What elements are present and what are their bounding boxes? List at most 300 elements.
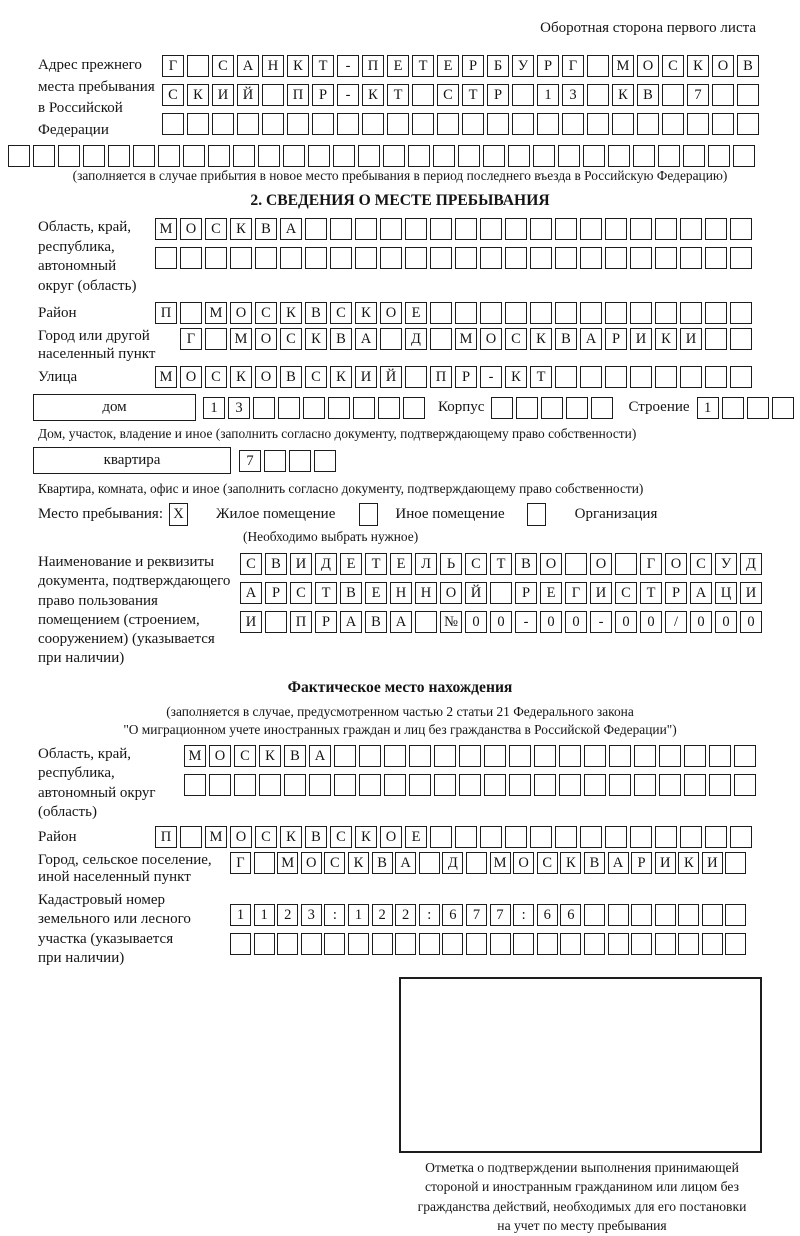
char-cell[interactable]: [430, 826, 452, 848]
char-cell[interactable]: А: [280, 218, 302, 240]
char-cell[interactable]: О: [440, 582, 462, 604]
char-cell[interactable]: [722, 397, 744, 419]
char-cell[interactable]: [442, 933, 463, 955]
char-cell[interactable]: [730, 328, 752, 350]
char-cell[interactable]: [480, 302, 502, 324]
char-cell[interactable]: К: [560, 852, 581, 874]
char-cell[interactable]: [455, 826, 477, 848]
char-cell[interactable]: 7: [239, 450, 261, 472]
char-cell[interactable]: [587, 84, 609, 106]
char-cell[interactable]: 0: [565, 611, 587, 633]
char-cell[interactable]: [687, 113, 709, 135]
char-cell[interactable]: [180, 302, 202, 324]
char-cell[interactable]: [430, 302, 452, 324]
char-cell[interactable]: :: [513, 904, 534, 926]
char-cell[interactable]: [348, 933, 369, 955]
char-cell[interactable]: [730, 302, 752, 324]
char-cell[interactable]: [312, 113, 334, 135]
char-cell[interactable]: [709, 745, 731, 767]
char-cell[interactable]: [555, 826, 577, 848]
char-cell[interactable]: [605, 826, 627, 848]
char-cell[interactable]: Т: [412, 55, 434, 77]
char-cell[interactable]: 3: [301, 904, 322, 926]
char-cell[interactable]: И: [212, 84, 234, 106]
char-cell[interactable]: С: [324, 852, 345, 874]
char-cell[interactable]: С: [465, 553, 487, 575]
char-cell[interactable]: [634, 774, 656, 796]
char-cell[interactable]: 1: [537, 84, 559, 106]
char-cell[interactable]: /: [665, 611, 687, 633]
char-cell[interactable]: [133, 145, 155, 167]
char-cell[interactable]: С: [280, 328, 302, 350]
char-cell[interactable]: У: [512, 55, 534, 77]
char-cell[interactable]: [737, 113, 759, 135]
char-cell[interactable]: [730, 826, 752, 848]
char-cell[interactable]: Г: [180, 328, 202, 350]
char-cell[interactable]: И: [680, 328, 702, 350]
char-cell[interactable]: П: [430, 366, 452, 388]
char-cell[interactable]: О: [255, 366, 277, 388]
char-cell[interactable]: [280, 247, 302, 269]
char-cell[interactable]: [483, 145, 505, 167]
char-cell[interactable]: О: [180, 218, 202, 240]
char-cell[interactable]: [255, 247, 277, 269]
char-cell[interactable]: [662, 113, 684, 135]
char-cell[interactable]: [262, 84, 284, 106]
char-cell[interactable]: [484, 774, 506, 796]
char-cell[interactable]: [591, 397, 613, 419]
char-cell[interactable]: [459, 774, 481, 796]
char-cell[interactable]: [419, 933, 440, 955]
char-cell[interactable]: Н: [415, 582, 437, 604]
char-cell[interactable]: 6: [560, 904, 581, 926]
char-cell[interactable]: [584, 774, 606, 796]
char-cell[interactable]: [353, 397, 375, 419]
char-cell[interactable]: [608, 904, 629, 926]
char-cell[interactable]: [155, 247, 177, 269]
char-cell[interactable]: [455, 247, 477, 269]
char-cell[interactable]: [737, 84, 759, 106]
char-cell[interactable]: 1: [348, 904, 369, 926]
char-cell[interactable]: [183, 145, 205, 167]
char-cell[interactable]: [180, 247, 202, 269]
char-cell[interactable]: Е: [365, 582, 387, 604]
char-cell[interactable]: Е: [405, 302, 427, 324]
char-cell[interactable]: -: [337, 55, 359, 77]
char-cell[interactable]: Д: [315, 553, 337, 575]
char-cell[interactable]: [505, 247, 527, 269]
char-cell[interactable]: [559, 774, 581, 796]
char-cell[interactable]: С: [615, 582, 637, 604]
char-cell[interactable]: [254, 852, 275, 874]
char-cell[interactable]: Д: [740, 553, 762, 575]
char-cell[interactable]: [712, 84, 734, 106]
char-cell[interactable]: С: [162, 84, 184, 106]
char-cell[interactable]: [208, 145, 230, 167]
char-cell[interactable]: М: [612, 55, 634, 77]
char-cell[interactable]: [58, 145, 80, 167]
char-cell[interactable]: Т: [530, 366, 552, 388]
char-cell[interactable]: И: [290, 553, 312, 575]
char-cell[interactable]: [403, 397, 425, 419]
char-cell[interactable]: [180, 826, 202, 848]
char-cell[interactable]: [584, 904, 605, 926]
char-cell[interactable]: В: [255, 218, 277, 240]
char-cell[interactable]: [405, 218, 427, 240]
char-cell[interactable]: Г: [640, 553, 662, 575]
char-cell[interactable]: [705, 247, 727, 269]
char-cell[interactable]: [605, 302, 627, 324]
char-cell[interactable]: М: [455, 328, 477, 350]
char-cell[interactable]: [434, 745, 456, 767]
char-cell[interactable]: С: [290, 582, 312, 604]
char-cell[interactable]: Н: [390, 582, 412, 604]
char-cell[interactable]: [187, 113, 209, 135]
char-cell[interactable]: 1: [254, 904, 275, 926]
char-cell[interactable]: К: [305, 328, 327, 350]
char-cell[interactable]: [289, 450, 311, 472]
char-cell[interactable]: [324, 933, 345, 955]
char-cell[interactable]: [565, 553, 587, 575]
char-cell[interactable]: [584, 933, 605, 955]
char-cell[interactable]: [305, 247, 327, 269]
char-cell[interactable]: [337, 113, 359, 135]
char-cell[interactable]: Т: [387, 84, 409, 106]
char-cell[interactable]: [262, 113, 284, 135]
char-cell[interactable]: [560, 933, 581, 955]
char-cell[interactable]: [655, 933, 676, 955]
char-cell[interactable]: -: [480, 366, 502, 388]
char-cell[interactable]: Р: [631, 852, 652, 874]
char-cell[interactable]: [680, 366, 702, 388]
char-cell[interactable]: [712, 113, 734, 135]
char-cell[interactable]: К: [230, 366, 252, 388]
char-cell[interactable]: [395, 933, 416, 955]
char-cell[interactable]: М: [277, 852, 298, 874]
char-cell[interactable]: К: [355, 302, 377, 324]
char-cell[interactable]: [230, 933, 251, 955]
char-cell[interactable]: [605, 366, 627, 388]
char-cell[interactable]: [259, 774, 281, 796]
char-cell[interactable]: 1: [203, 397, 225, 419]
char-cell[interactable]: [328, 397, 350, 419]
char-cell[interactable]: [459, 745, 481, 767]
char-cell[interactable]: А: [690, 582, 712, 604]
char-cell[interactable]: И: [702, 852, 723, 874]
char-cell[interactable]: В: [284, 745, 306, 767]
char-cell[interactable]: Р: [312, 84, 334, 106]
char-cell[interactable]: [512, 113, 534, 135]
char-cell[interactable]: [709, 774, 731, 796]
char-cell[interactable]: 6: [442, 904, 463, 926]
char-cell[interactable]: К: [655, 328, 677, 350]
char-cell[interactable]: [334, 774, 356, 796]
char-cell[interactable]: Е: [390, 553, 412, 575]
char-cell[interactable]: [359, 774, 381, 796]
char-cell[interactable]: [380, 218, 402, 240]
char-cell[interactable]: [383, 145, 405, 167]
char-cell[interactable]: [162, 113, 184, 135]
char-cell[interactable]: 2: [372, 904, 393, 926]
char-cell[interactable]: К: [505, 366, 527, 388]
char-cell[interactable]: Р: [265, 582, 287, 604]
char-cell[interactable]: С: [240, 553, 262, 575]
char-cell[interactable]: [587, 55, 609, 77]
char-cell[interactable]: [314, 450, 336, 472]
char-cell[interactable]: [308, 145, 330, 167]
char-cell[interactable]: Б: [487, 55, 509, 77]
char-cell[interactable]: [484, 745, 506, 767]
char-cell[interactable]: В: [515, 553, 537, 575]
char-cell[interactable]: [212, 113, 234, 135]
char-cell[interactable]: [555, 247, 577, 269]
char-cell[interactable]: [258, 145, 280, 167]
char-cell[interactable]: Т: [640, 582, 662, 604]
char-cell[interactable]: М: [205, 302, 227, 324]
char-cell[interactable]: [630, 247, 652, 269]
char-cell[interactable]: С: [212, 55, 234, 77]
char-cell[interactable]: [558, 145, 580, 167]
char-cell[interactable]: [702, 933, 723, 955]
residence-type-organization-checkbox[interactable]: [527, 503, 546, 526]
char-cell[interactable]: [708, 145, 730, 167]
char-cell[interactable]: [334, 745, 356, 767]
char-cell[interactable]: [634, 745, 656, 767]
char-cell[interactable]: [230, 247, 252, 269]
char-cell[interactable]: [372, 933, 393, 955]
char-cell[interactable]: №: [440, 611, 462, 633]
char-cell[interactable]: [608, 933, 629, 955]
char-cell[interactable]: [630, 218, 652, 240]
char-cell[interactable]: Г: [162, 55, 184, 77]
char-cell[interactable]: П: [155, 826, 177, 848]
char-cell[interactable]: К: [280, 826, 302, 848]
char-cell[interactable]: Т: [365, 553, 387, 575]
char-cell[interactable]: [430, 328, 452, 350]
char-cell[interactable]: А: [309, 745, 331, 767]
char-cell[interactable]: Й: [237, 84, 259, 106]
char-cell[interactable]: [415, 611, 437, 633]
char-cell[interactable]: [505, 218, 527, 240]
char-cell[interactable]: И: [240, 611, 262, 633]
char-cell[interactable]: Е: [405, 826, 427, 848]
char-cell[interactable]: [580, 218, 602, 240]
char-cell[interactable]: С: [330, 826, 352, 848]
char-cell[interactable]: [530, 302, 552, 324]
char-cell[interactable]: [580, 302, 602, 324]
char-cell[interactable]: [537, 933, 558, 955]
char-cell[interactable]: А: [390, 611, 412, 633]
char-cell[interactable]: [612, 113, 634, 135]
char-cell[interactable]: М: [155, 218, 177, 240]
char-cell[interactable]: [658, 145, 680, 167]
char-cell[interactable]: И: [630, 328, 652, 350]
char-cell[interactable]: Ц: [715, 582, 737, 604]
char-cell[interactable]: Т: [462, 84, 484, 106]
char-cell[interactable]: [680, 218, 702, 240]
char-cell[interactable]: К: [348, 852, 369, 874]
char-cell[interactable]: [725, 852, 746, 874]
char-cell[interactable]: [330, 218, 352, 240]
char-cell[interactable]: К: [362, 84, 384, 106]
char-cell[interactable]: [733, 145, 755, 167]
char-cell[interactable]: [184, 774, 206, 796]
char-cell[interactable]: [430, 247, 452, 269]
char-cell[interactable]: Н: [262, 55, 284, 77]
char-cell[interactable]: [487, 113, 509, 135]
char-cell[interactable]: [237, 113, 259, 135]
char-cell[interactable]: [734, 745, 756, 767]
char-cell[interactable]: [434, 774, 456, 796]
char-cell[interactable]: Р: [665, 582, 687, 604]
char-cell[interactable]: П: [362, 55, 384, 77]
char-cell[interactable]: С: [205, 218, 227, 240]
char-cell[interactable]: [587, 113, 609, 135]
char-cell[interactable]: 3: [228, 397, 250, 419]
char-cell[interactable]: В: [737, 55, 759, 77]
char-cell[interactable]: Т: [490, 553, 512, 575]
char-cell[interactable]: 6: [537, 904, 558, 926]
char-cell[interactable]: 0: [490, 611, 512, 633]
char-cell[interactable]: :: [324, 904, 345, 926]
char-cell[interactable]: [209, 774, 231, 796]
char-cell[interactable]: [409, 774, 431, 796]
char-cell[interactable]: 1: [697, 397, 719, 419]
char-cell[interactable]: Ь: [440, 553, 462, 575]
char-cell[interactable]: [362, 113, 384, 135]
char-cell[interactable]: [705, 302, 727, 324]
char-cell[interactable]: [705, 826, 727, 848]
char-cell[interactable]: [412, 84, 434, 106]
char-cell[interactable]: О: [712, 55, 734, 77]
char-cell[interactable]: [630, 302, 652, 324]
char-cell[interactable]: [491, 397, 513, 419]
char-cell[interactable]: [655, 904, 676, 926]
char-cell[interactable]: А: [237, 55, 259, 77]
char-cell[interactable]: Р: [455, 366, 477, 388]
char-cell[interactable]: С: [255, 302, 277, 324]
char-cell[interactable]: [480, 218, 502, 240]
char-cell[interactable]: О: [665, 553, 687, 575]
char-cell[interactable]: [278, 397, 300, 419]
char-cell[interactable]: О: [255, 328, 277, 350]
residence-type-other-checkbox[interactable]: [359, 503, 378, 526]
char-cell[interactable]: [659, 774, 681, 796]
char-cell[interactable]: 0: [715, 611, 737, 633]
char-cell[interactable]: [384, 745, 406, 767]
char-cell[interactable]: [466, 933, 487, 955]
char-cell[interactable]: 2: [277, 904, 298, 926]
char-cell[interactable]: В: [637, 84, 659, 106]
char-cell[interactable]: О: [513, 852, 534, 874]
char-cell[interactable]: О: [590, 553, 612, 575]
char-cell[interactable]: [580, 826, 602, 848]
char-cell[interactable]: [233, 145, 255, 167]
char-cell[interactable]: [301, 933, 322, 955]
char-cell[interactable]: В: [555, 328, 577, 350]
char-cell[interactable]: К: [355, 826, 377, 848]
char-cell[interactable]: [730, 218, 752, 240]
char-cell[interactable]: Р: [605, 328, 627, 350]
char-cell[interactable]: И: [355, 366, 377, 388]
char-cell[interactable]: [530, 247, 552, 269]
char-cell[interactable]: [705, 366, 727, 388]
char-cell[interactable]: С: [437, 84, 459, 106]
char-cell[interactable]: [234, 774, 256, 796]
char-cell[interactable]: [83, 145, 105, 167]
char-cell[interactable]: [580, 366, 602, 388]
char-cell[interactable]: [277, 933, 298, 955]
char-cell[interactable]: В: [280, 366, 302, 388]
char-cell[interactable]: [684, 774, 706, 796]
char-cell[interactable]: [631, 933, 652, 955]
char-cell[interactable]: [683, 145, 705, 167]
char-cell[interactable]: К: [530, 328, 552, 350]
char-cell[interactable]: [108, 145, 130, 167]
char-cell[interactable]: 7: [687, 84, 709, 106]
char-cell[interactable]: [412, 113, 434, 135]
char-cell[interactable]: О: [180, 366, 202, 388]
char-cell[interactable]: Е: [340, 553, 362, 575]
char-cell[interactable]: А: [395, 852, 416, 874]
char-cell[interactable]: [408, 145, 430, 167]
char-cell[interactable]: [725, 904, 746, 926]
char-cell[interactable]: В: [365, 611, 387, 633]
char-cell[interactable]: [490, 933, 511, 955]
char-cell[interactable]: [480, 247, 502, 269]
char-cell[interactable]: [516, 397, 538, 419]
char-cell[interactable]: [480, 826, 502, 848]
char-cell[interactable]: [702, 904, 723, 926]
char-cell[interactable]: -: [515, 611, 537, 633]
char-cell[interactable]: [555, 218, 577, 240]
residence-type-dwelling-checkbox[interactable]: X: [169, 503, 188, 526]
char-cell[interactable]: [680, 302, 702, 324]
char-cell[interactable]: 2: [395, 904, 416, 926]
char-cell[interactable]: С: [330, 302, 352, 324]
char-cell[interactable]: А: [355, 328, 377, 350]
char-cell[interactable]: [655, 826, 677, 848]
char-cell[interactable]: К: [187, 84, 209, 106]
char-cell[interactable]: [655, 247, 677, 269]
char-cell[interactable]: [33, 145, 55, 167]
char-cell[interactable]: 0: [740, 611, 762, 633]
char-cell[interactable]: С: [305, 366, 327, 388]
char-cell[interactable]: В: [584, 852, 605, 874]
char-cell[interactable]: [772, 397, 794, 419]
char-cell[interactable]: [455, 218, 477, 240]
char-cell[interactable]: [530, 218, 552, 240]
char-cell[interactable]: [630, 826, 652, 848]
char-cell[interactable]: [678, 933, 699, 955]
char-cell[interactable]: [747, 397, 769, 419]
char-cell[interactable]: М: [230, 328, 252, 350]
char-cell[interactable]: С: [234, 745, 256, 767]
char-cell[interactable]: [333, 145, 355, 167]
char-cell[interactable]: [512, 84, 534, 106]
char-cell[interactable]: [734, 774, 756, 796]
char-cell[interactable]: О: [301, 852, 322, 874]
char-cell[interactable]: [580, 247, 602, 269]
char-cell[interactable]: В: [340, 582, 362, 604]
char-cell[interactable]: О: [230, 826, 252, 848]
char-cell[interactable]: Р: [487, 84, 509, 106]
char-cell[interactable]: С: [690, 553, 712, 575]
char-cell[interactable]: О: [230, 302, 252, 324]
char-cell[interactable]: [562, 113, 584, 135]
char-cell[interactable]: П: [290, 611, 312, 633]
char-cell[interactable]: У: [715, 553, 737, 575]
